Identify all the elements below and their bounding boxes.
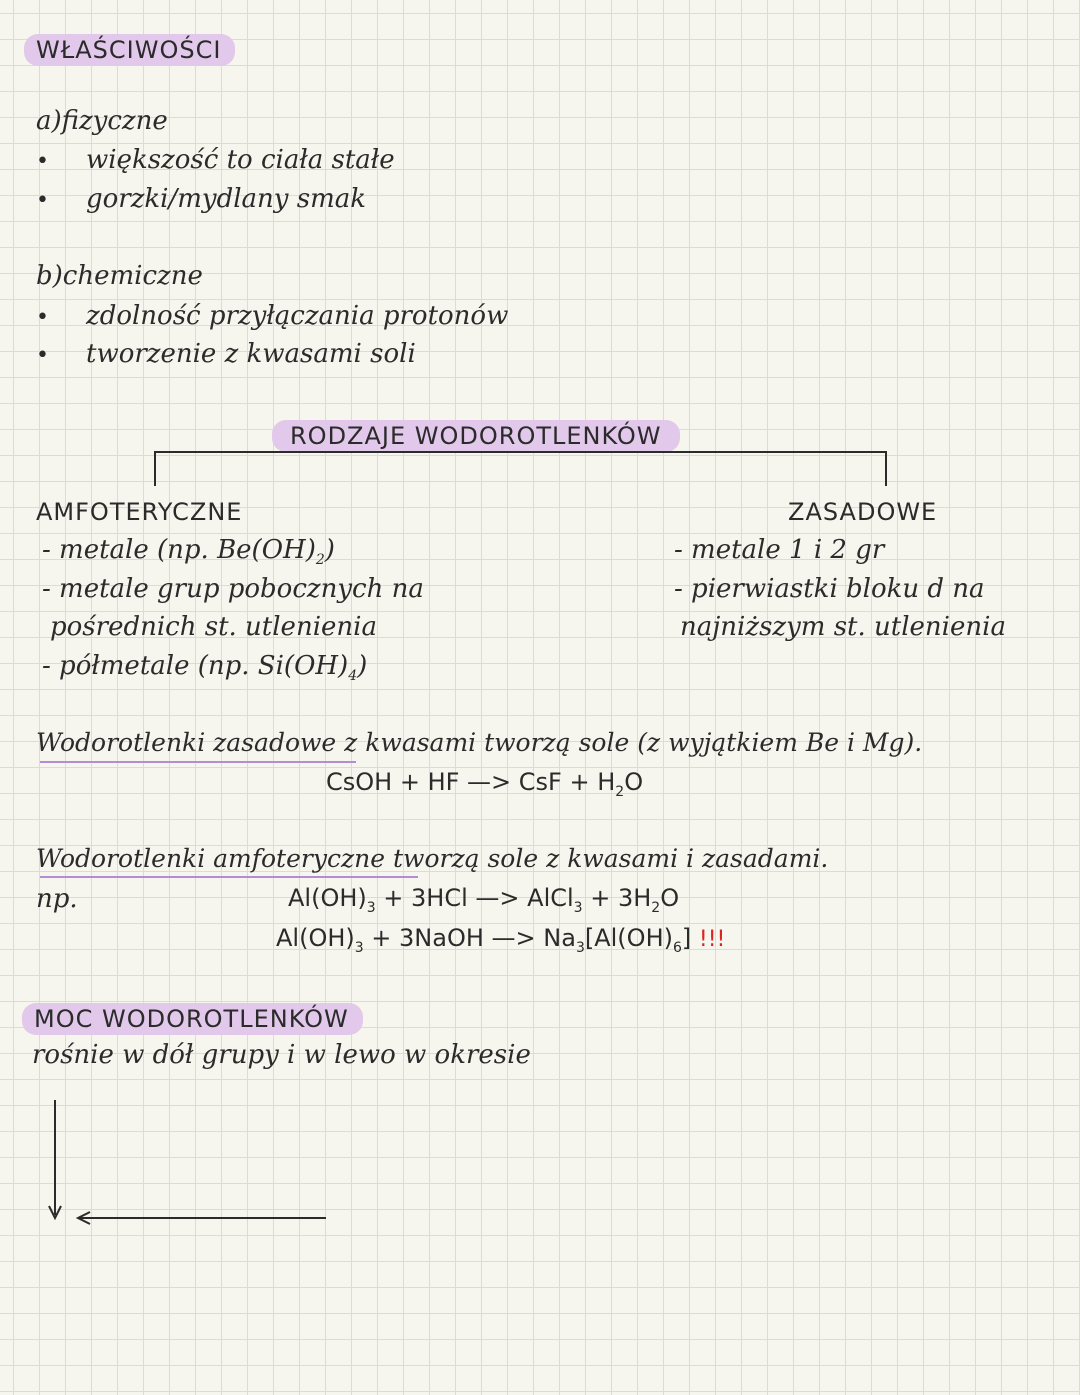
warning-marks: !!! [698,927,726,952]
basic-equation: CsOH + HF —> CsF + $H_2O$ [326,768,644,800]
chemical-item-2: tworzenie z kwasami soli [86,339,416,369]
bullet-icon: • [36,149,49,174]
bullet-icon: • [36,343,49,368]
example-label: np. [36,884,78,914]
arrow-down-icon [55,1100,56,1101]
basic-title: ZASADOWE [788,498,938,526]
strength-text: rośnie w dół grupy i w lewo w okresie [32,1040,531,1070]
amphoteric-line-4: - półmetale (np. $Si(OH)_4$) [42,651,368,685]
amphoteric-rule-underlined: Wodorotlenki amfoteryczne [36,844,386,873]
physical-item-2: gorzki/mydlany smak [86,184,367,214]
amphoteric-title: AMFOTERYCZNE [36,498,243,526]
bullet-icon: • [36,188,49,213]
chemical-item-1: zdolność przyłączania protonów [86,301,509,331]
arrow-left-icon [78,1218,79,1219]
physical-item-1: większość to ciała stałe [86,145,395,175]
chemical-label: b)chemiczne [36,261,203,291]
types-heading: RODZAJE WODOROTLENKÓW [272,420,680,452]
amphoteric-equation-2: $Al(OH)_3$ + 3NaOH —> $Na_3[Al(OH)_6]$ !!! [276,924,726,956]
amphoteric-line-1: - metale (np. $Be(OH)_2$) [42,535,335,569]
amphoteric-rule: Wodorotlenki amfoteryczne tworzą sole z kwasami i zasadami. [36,844,829,873]
basic-rule-underlined: Wodorotlenki zasadowe [36,728,337,757]
basic-rule: Wodorotlenki zasadowe z kwasami tworzą sole (z wyjątkiem Be i Mg). [36,728,923,757]
strength-heading: MOC WODOROTLENKÓW [22,1003,363,1035]
amphoteric-equation-1: $Al(OH)_3 + 3HCl$ —> AlCl$_3$ + $3H_2O$ [288,884,680,916]
bullet-icon: • [36,305,49,330]
basic-line-1: - metale 1 i 2 gr [674,535,885,565]
basic-line-2: - pierwiastki bloku d na [674,574,985,604]
properties-heading: WŁAŚCIWOŚCI [24,34,235,66]
amphoteric-line-2: - metale grup pobocznych na [42,574,424,604]
basic-line-3: najniższym st. utlenienia [680,612,1006,642]
amphoteric-line-3: pośrednich st. utlenienia [50,612,377,642]
physical-label: a)fizyczne [36,106,168,136]
